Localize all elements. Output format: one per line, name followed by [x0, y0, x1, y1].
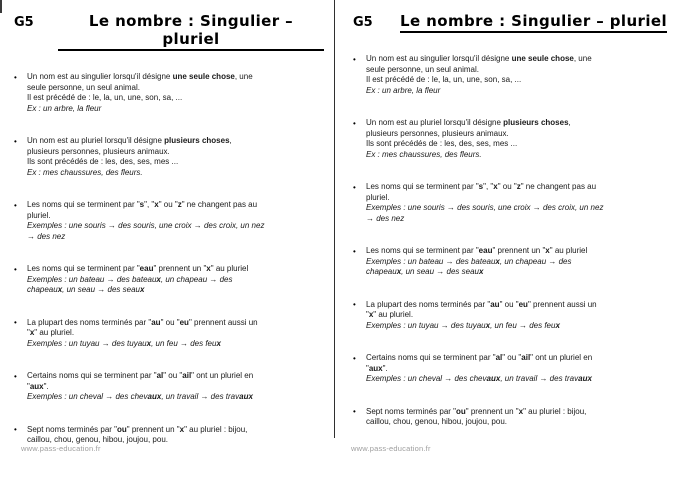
- bullet-icon: •: [353, 182, 356, 192]
- bullet-icon: •: [353, 246, 356, 256]
- rule-item: [14, 264, 324, 296]
- rule-text: Sept noms terminés par "ou" prennent un "x" au pluriel : bijou, caillou, chou, genou, hibou, joujou, pou.: [27, 424, 248, 444]
- rule-text: La plupart des noms terminés par "au" ou "eu" prennent aussi un "x" au pluriel. Exemples : un tuyau → des tuyaux, un feu → des feux: [366, 299, 597, 330]
- bullet-icon: •: [353, 118, 356, 128]
- lesson-code: G5: [14, 15, 34, 30]
- lesson-header: [14, 12, 324, 51]
- rule-item: [353, 182, 670, 224]
- footer-url: www.pass-education.fr: [21, 444, 101, 453]
- bullet-icon: •: [353, 54, 356, 64]
- bullet-icon: •: [14, 371, 17, 381]
- worksheet-column-left: [0, 0, 334, 480]
- rule-text: Un nom est au pluriel lorsqu'il désigne plusieurs choses, plusieurs personnes, plusieurs animaux. Ils sont précédés de : les, des, ses, mes ... Ex : mes chaussures, des fleurs.: [27, 136, 232, 177]
- rule-text: Sept noms terminés par "ou" prennent un "x" au pluriel : bijou, caillou, chou, genou, hibou, joujou, pou.: [366, 406, 587, 426]
- rule-item: [14, 371, 324, 403]
- bullet-icon: •: [14, 72, 17, 82]
- rule-text: Un nom est au pluriel lorsqu'il désigne plusieurs choses, plusieurs personnes, plusieurs animaux. Ils sont précédés de : les, des, ses, mes ... Ex : mes chaussures, des fleurs.: [366, 118, 571, 159]
- rule-text: Un nom est au singulier lorsqu'il désigne une seule chose, une seule personne, un seul animal. Il est précédé de : le, la, un, une, son, sa, ... Ex : un arbre, la fleur: [366, 54, 592, 95]
- rule-item: [353, 118, 670, 160]
- rule-item: [14, 136, 324, 178]
- rule-item: [14, 200, 324, 242]
- bullet-icon: •: [14, 136, 17, 146]
- bullet-icon: •: [353, 353, 356, 363]
- rule-item: [353, 353, 670, 385]
- rule-item: [353, 300, 670, 332]
- rule-text: Les noms qui se terminent par "eau" prennent un "x" au pluriel Exemples : un bateau → des bateaux, un chapeau → des chapeaux, un seau → des seaux: [27, 264, 249, 294]
- lesson-code: G5: [353, 15, 373, 30]
- bullet-icon: •: [14, 200, 17, 210]
- rule-item: [14, 318, 324, 350]
- bullet-icon: •: [353, 300, 356, 309]
- lesson-title: Le nombre : Singulier – pluriel: [58, 12, 324, 51]
- rules-list: [353, 54, 670, 428]
- lesson-header: [353, 12, 670, 33]
- lesson-title: Le nombre : Singulier – pluriel: [400, 12, 667, 33]
- rule-text: Certains noms qui se terminent par "al" ou "ail" ont un pluriel en "aux". Exemples : un cheval → des chevaux, un travail → des travaux: [366, 353, 593, 383]
- rule-text: Certains noms qui se terminent par "al" ou "ail" ont un pluriel en "aux". Exemples : un cheval → des chevaux, un travail → des travaux: [27, 371, 254, 401]
- footer-url: www.pass-education.fr: [351, 444, 431, 453]
- rule-text: Les noms qui se terminent par "eau" prennent un "x" au pluriel Exemples : un bateau → des bateaux, un chapeau → des chapeaux, un seau → des seaux: [366, 246, 588, 276]
- bullet-icon: •: [14, 425, 17, 434]
- rule-item: [353, 54, 670, 96]
- rule-item: [353, 246, 670, 278]
- rule-item: [14, 72, 324, 114]
- rule-text: Les noms qui se terminent par "s", "x" ou "z" ne changent pas au pluriel. Exemples : une souris → des souris, une croix → des croix, un nez → des nez: [366, 182, 604, 223]
- rule-item: [353, 407, 670, 428]
- bullet-icon: •: [14, 264, 17, 274]
- worksheet-column-right: [335, 0, 680, 480]
- rules-list: [14, 72, 324, 446]
- rule-item: [14, 425, 324, 446]
- rule-text: Les noms qui se terminent par "s", "x" ou "z" ne changent pas au pluriel. Exemples : une souris → des souris, une croix → des croix, un nez → des nez: [27, 200, 265, 241]
- rule-text: La plupart des noms terminés par "au" ou "eu" prennent aussi un "x" au pluriel. Exemples : un tuyau → des tuyaux, un feu → des feux: [27, 317, 258, 348]
- lesson-title-wrap: [58, 12, 324, 51]
- bullet-icon: •: [14, 318, 17, 327]
- bullet-icon: •: [353, 407, 356, 416]
- rule-text: Un nom est au singulier lorsqu'il désigne une seule chose, une seule personne, un seul animal. Il est précédé de : le, la, un, une, son, sa, ... Ex : un arbre, la fleur: [27, 72, 253, 113]
- lesson-title-wrap: [397, 12, 670, 33]
